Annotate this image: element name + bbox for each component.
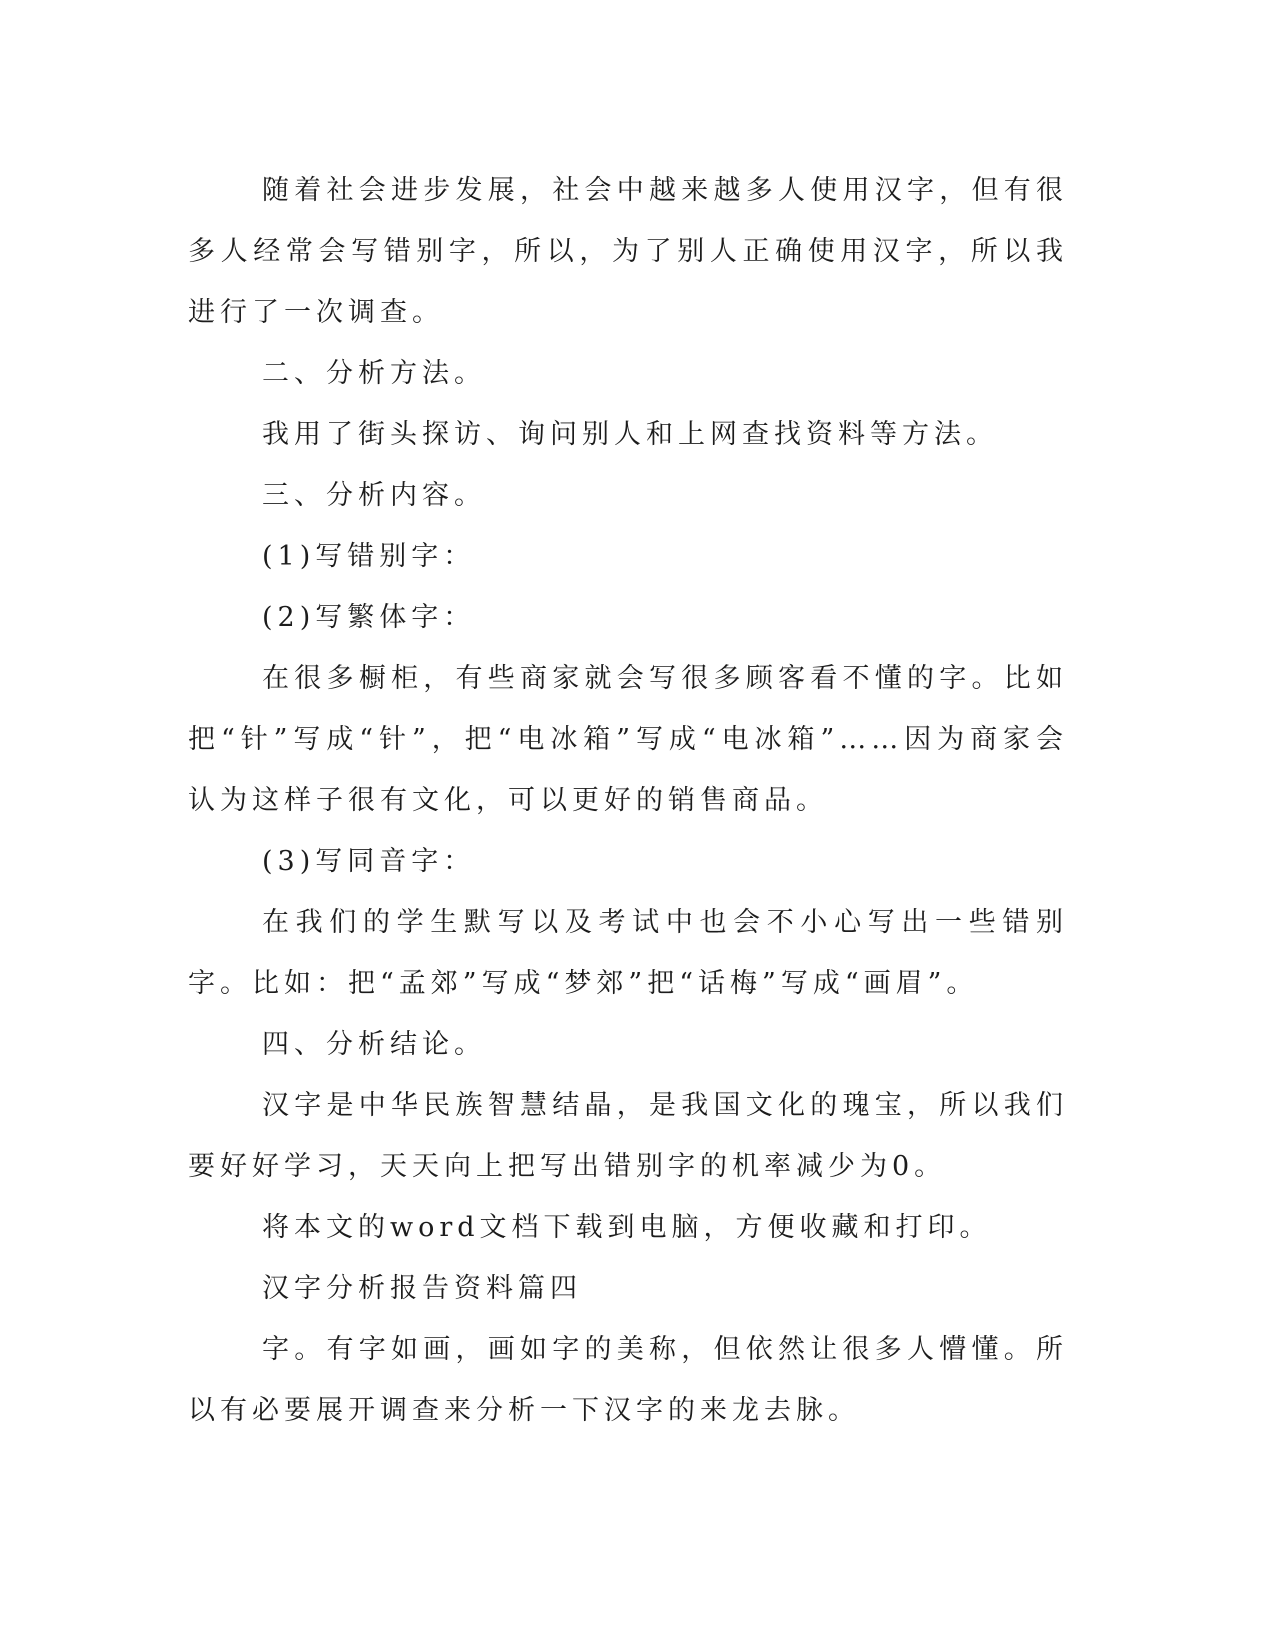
heading-analysis-method: 二、分析方法。 <box>262 358 486 389</box>
document-body <box>188 160 1068 1441</box>
item-traditional-characters: (2)写繁体字： <box>262 602 476 633</box>
item-homophones: (3)写同音字： <box>262 846 476 877</box>
heading-analysis-conclusion: 四、分析结论。 <box>262 1029 486 1060</box>
paragraph-shop-example: 在很多橱柜，有些商家就会写很多顾客看不懂的字。比如把“针”写成“针”，把“电冰箱”写成“电冰箱”……因为商家会认为这样子很有文化，可以更好的销售商品。 <box>188 663 1068 816</box>
paragraph-intro: 随着社会进步发展，社会中越来越多人使用汉字，但有很多人经常会写错别字，所以，为了别人正确使用汉字，所以我进行了一次调查。 <box>188 175 1068 328</box>
section-title-part-four: 汉字分析报告资料篇四 <box>262 1273 582 1304</box>
paragraph-download-note: 将本文的word文档下载到电脑，方便收藏和打印。 <box>262 1212 992 1243</box>
item-wrong-characters: (1)写错别字： <box>262 541 476 572</box>
paragraph-part-four-intro: 字。有字如画，画如字的美称，但依然让很多人懵懂。所以有必要展开调查来分析一下汉字的来龙去脉。 <box>188 1334 1068 1426</box>
heading-analysis-content: 三、分析内容。 <box>262 480 486 511</box>
paragraph-conclusion: 汉字是中华民族智慧结晶，是我国文化的瑰宝，所以我们要好好学习，天天向上把写出错别字的机率减少为0。 <box>188 1090 1068 1182</box>
paragraph-student-example: 在我们的学生默写以及考试中也会不小心写出一些错别字。比如：把“孟郊”写成“梦郊”把“话梅”写成“画眉”。 <box>188 907 1068 999</box>
paragraph-method: 我用了街头探访、询问别人和上网查找资料等方法。 <box>262 419 998 450</box>
